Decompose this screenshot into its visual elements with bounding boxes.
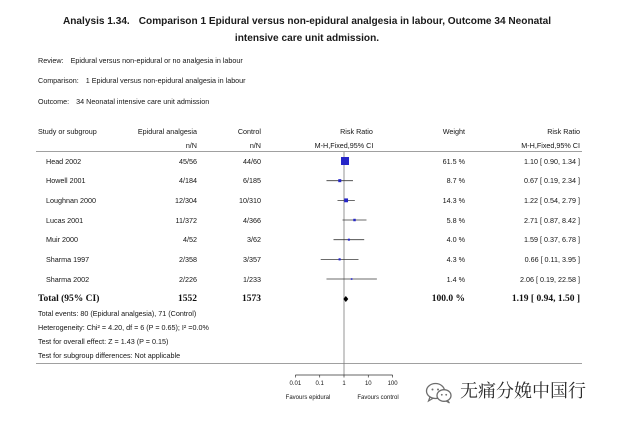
x-tick-label: 0.01 — [289, 381, 302, 387]
study-effect: 1.59 [ 0.37, 6.78 ] — [524, 235, 580, 245]
review-value: Epidural versus non-epidural or no analgesia in labour — [70, 55, 243, 65]
favours-epidural-label: Favours epidural — [285, 395, 331, 401]
study-name: Howell 2001 — [46, 176, 86, 186]
header-treatment: Epidural analgesia — [137, 126, 197, 136]
study-effect: 1.10 [ 0.90, 1.34 ] — [524, 156, 580, 166]
header-weight: Weight — [442, 126, 465, 136]
analysis-number: Analysis 1.34. — [62, 15, 130, 27]
total-control: 1573 — [242, 293, 261, 304]
x-tick-label: 1 — [342, 381, 346, 387]
study-effect-square — [348, 239, 350, 241]
study-weight: 1.4 % — [446, 274, 465, 284]
study-weight: 4.0 % — [446, 235, 465, 245]
study-effect-square — [338, 179, 341, 182]
analysis-title: Comparison 1 Epidural versus non-epidural analgesia in labour, Outcome 34 Neonatal — [138, 15, 552, 27]
total-events: Total events: 80 (Epidural analgesia), 71 (Control) — [38, 308, 197, 318]
favours-control-label: Favours control — [357, 395, 399, 401]
study-control-events: 3/357 — [243, 254, 261, 264]
study-effect-square — [339, 258, 341, 260]
comparison-value: 1 Epidural versus non-epidural analgesia in labour — [85, 75, 246, 85]
header-effect-method: M-H,Fixed,95% CI — [521, 140, 580, 150]
header-treatment-unit: n/N — [185, 140, 197, 150]
review-label: Review: — [38, 55, 64, 65]
total-label: Total (95% CI) — [38, 293, 100, 304]
study-control-events: 3/62 — [247, 235, 261, 245]
wechat-icon — [425, 382, 453, 404]
study-name: Sharma 2002 — [46, 274, 90, 284]
header-effect-measure: Risk Ratio — [547, 126, 580, 136]
study-name: Head 2002 — [46, 156, 82, 166]
study-effect: 0.66 [ 0.11, 3.95 ] — [524, 254, 580, 264]
study-control-events: 4/366 — [243, 215, 261, 225]
study-control-events: 10/310 — [239, 195, 261, 205]
study-name: Muir 2000 — [46, 235, 78, 245]
header-control: Control — [237, 126, 261, 136]
study-control-events: 1/233 — [243, 274, 261, 284]
study-effect-square — [351, 278, 353, 280]
heterogeneity: Heterogeneity: Chi² = 4.20, df = 6 (P = 0.65); I² =0.0% — [38, 322, 209, 332]
x-tick-label: 10 — [364, 381, 372, 387]
study-weight: 61.5 % — [442, 156, 465, 166]
outcome-label: Outcome: — [38, 96, 70, 106]
total-effect: 1.19 [ 0.94, 1.50 ] — [511, 293, 580, 304]
study-effect-square — [341, 157, 349, 165]
header-control-unit: n/N — [249, 140, 261, 150]
study-weight: 5.8 % — [446, 215, 465, 225]
watermark-text: 无痛分娩中国行 — [460, 381, 586, 402]
header-plot-method: M-H,Fixed,95% CI — [314, 140, 374, 150]
study-control-events: 6/185 — [243, 176, 261, 186]
study-control-events: 44/60 — [243, 156, 261, 166]
header-study: Study or subgroup — [38, 126, 97, 136]
study-weight: 8.7 % — [446, 176, 465, 186]
study-effect-square — [344, 198, 348, 202]
study-name: Lucas 2001 — [46, 215, 84, 225]
study-effect: 0.67 [ 0.19, 2.34 ] — [524, 176, 580, 186]
x-tick-label: 100 — [387, 381, 398, 387]
study-treatment-events: 12/304 — [175, 195, 197, 205]
study-effect: 2.71 [ 0.87, 8.42 ] — [524, 215, 580, 225]
study-treatment-events: 45/56 — [179, 156, 197, 166]
x-tick-label: 0.1 — [315, 381, 324, 387]
analysis-title-continued: intensive care unit admission. — [234, 32, 380, 44]
study-effect: 1.22 [ 0.54, 2.79 ] — [524, 195, 580, 205]
overall-effect-test: Test for overall effect: Z = 1.43 (P = 0.15) — [38, 336, 169, 346]
study-treatment-events: 2/358 — [179, 254, 197, 264]
outcome-value: 34 Neonatal intensive care unit admission — [76, 96, 210, 106]
total-treatment: 1552 — [178, 293, 197, 304]
study-effect: 2.06 [ 0.19, 22.58 ] — [520, 274, 580, 284]
study-treatment-events: 2/226 — [179, 274, 197, 284]
study-weight: 14.3 % — [442, 195, 465, 205]
study-effect-square — [353, 219, 355, 221]
total-weight: 100.0 % — [431, 293, 465, 304]
header-plot-measure: Risk Ratio — [340, 126, 373, 136]
study-treatment-events: 4/184 — [179, 176, 197, 186]
comparison-label: Comparison: — [38, 75, 79, 85]
study-treatment-events: 4/52 — [183, 235, 197, 245]
study-weight: 4.3 % — [446, 254, 465, 264]
study-name: Sharma 1997 — [46, 254, 90, 264]
subgroup-differences-test: Test for subgroup differences: Not applicable — [38, 350, 181, 360]
study-treatment-events: 11/372 — [175, 215, 197, 225]
study-name: Loughnan 2000 — [46, 195, 96, 205]
